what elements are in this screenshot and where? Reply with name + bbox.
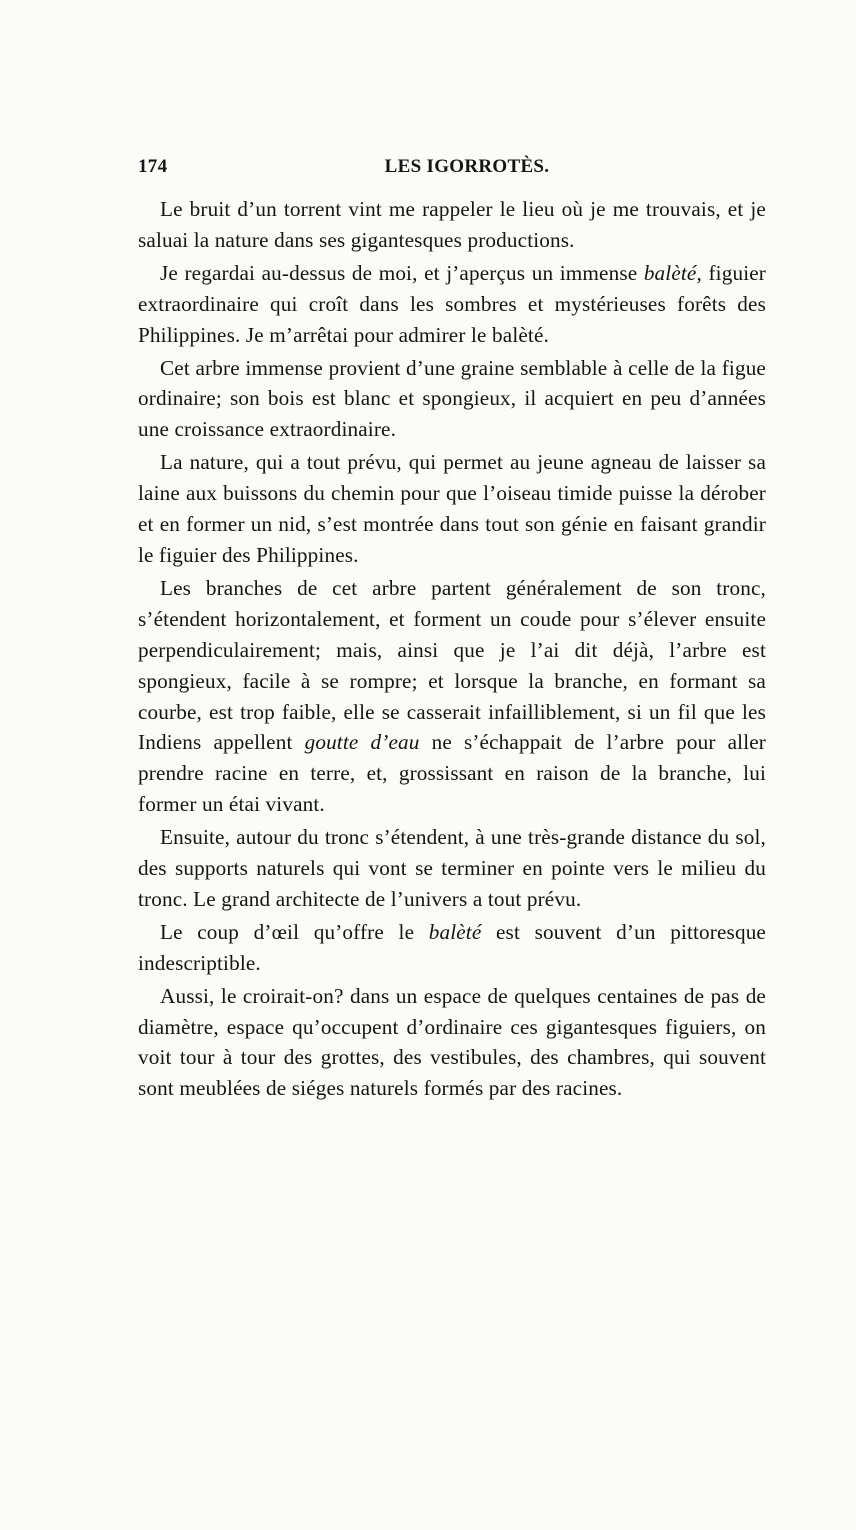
page-header	[138, 156, 766, 186]
book-page	[138, 156, 766, 1106]
italic-term: balèté,	[643, 260, 702, 285]
paragraph	[138, 573, 766, 820]
paragraph	[138, 194, 766, 256]
italic-term: balèté	[428, 919, 482, 944]
text-segment: Les branches de cet arbre partent généralement de son tronc, s’étendent horizontalement, et forment un coude pour s’élever ensuite perpendiculairement; mais, ainsi que je l’ai dit déjà, l’arbre est spongieux, facile à se rompre; et lorsque la branche, en formant sa courbe, est trop faible, elle se casserait infailliblement, si un fil que les Indiens appellent	[138, 575, 766, 755]
text-segment: Je regardai au-dessus de moi, et j’aperçus un immense	[160, 260, 644, 285]
body-text	[138, 194, 766, 1104]
text-segment: Le bruit d’un torrent vint me rappeler le lieu où je me trouvais, et je saluai la nature dans ses gigantesques productions.	[138, 197, 766, 252]
text-segment: est souvent d’un pittoresque indescriptible.	[138, 919, 766, 975]
text-segment: ne s’échappait de l’arbre pour aller prendre racine en terre, et, grossissant en raison de la branche, lui former un étai vivant.	[138, 730, 767, 817]
paragraph	[138, 353, 766, 446]
paragraph	[138, 258, 766, 351]
text-segment: Cet arbre immense provient d’une graine semblable à celle de la figue ordinaire; son bois est blanc et spongieux, il acquiert en peu d’années une croissance extraordinaire.	[138, 355, 766, 442]
paragraph	[138, 447, 766, 571]
running-title: LES IGORROTÈS.	[384, 156, 550, 177]
text-segment: Ensuite, autour du tronc s’étendent, à une très-grande distance du sol, des supports naturels qui vont se terminer en pointe vers le milieu du tronc. Le grand architecte de l’univers a tout prévu.	[138, 825, 766, 911]
paragraph	[138, 822, 766, 915]
paragraph	[138, 981, 766, 1105]
italic-term: goutte d’eau	[304, 730, 420, 755]
text-segment: figuier extraordinaire qui croît dans les sombres et mystérieuses forêts des Philippines. Je m’arrêtai pour admirer le balèté.	[138, 260, 766, 347]
text-segment: Le coup d’œil qu’offre le	[160, 919, 429, 944]
paragraph	[138, 917, 766, 979]
text-segment: La nature, qui a tout prévu, qui permet au jeune agneau de laisser sa laine aux buissons du chemin pour que l’oiseau timide puisse la dérober et en former un nid, s’est montrée dans tout son génie en faisant grandir le figuier des Philippines.	[138, 450, 766, 567]
text-segment: Aussi, le croirait-on? dans un espace de quelques centaines de pas de diamètre, espace qu’occupent d’ordinaire ces gigantesques figuiers, on voit tour à tour des grottes, des vestibules, des chambres, qui souvent sont meublées de siéges naturels formés par des racines.	[138, 983, 766, 1101]
page-number: 174	[138, 156, 168, 177]
